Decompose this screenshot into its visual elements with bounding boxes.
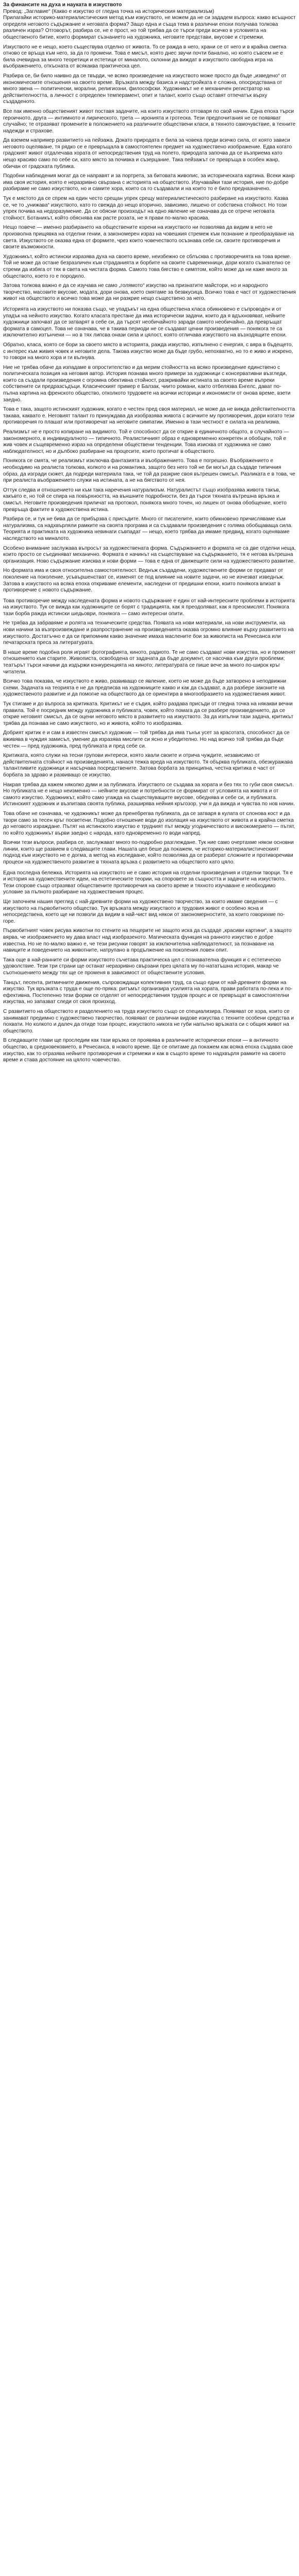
body-paragraph: Това обаче не означава, че художникът може да пренебрегва публиката, да се затваря в кулата от слонова кост и да твори само за тесен кръг посветени. Подобно отношение води до изолация на изкуството от живота и в крайна сметка до неговото израждане. Пътят на истинското изкуство е трудният път между угодничеството и високомерието — пътят, по който художникът върви заедно с народа, като едновременно го води напред. xyxy=(3,810,295,836)
document-title: За финансите на духа и науката в изкуството xyxy=(3,2,122,8)
body-paragraph: Прилагайки историко-материалистическия метод към изкуството, не можем да не си зададем въпроса: какво всъщност определя неговото съдържание и неговата форма? Защо една и съща тема в различни епохи получава толкова различен израз? Отговорът, разбира се, не е прост, но той трябва да се търси преди всичко в условията на общественото битие, които формират съзнанието на художника, неговите представи, вкусове и стремежи. xyxy=(3,15,296,40)
body-paragraph: Всички тези въпроси, разбира се, заслужават много по-подробно разглеждане. Тук ние само очертахме някои основни линии, които ще развием в следващите глави. Нашата цел беше да покажем, че историко-материалистическият подход към изкуството не е догма, а метод на изследване, който позволява да се разберат сложните и противоречиви процеси на художественото развитие в тяхната връзка с развитието на обществото като цяло. xyxy=(3,840,294,866)
body-paragraph: С развитието на обществото и разделението на труда изкуството също се специализира. Появяват се хора, които се занимават предимно с художествено творчество, появяват се различни видове изкуства с техните особени средства и похвати. Но колкото и далеч да отиде този процес, изкуството никога не губи напълно връзката си с общия живот на обществото. xyxy=(3,1008,294,1034)
body-paragraph: Затова толкова важно е да се изучава не само „голямото“ изкуство на признатите майстори, но и народното творчество, масовите вкусове, модата, дори онова, което смятаме за безвкусица. Всичко това е част от художествения живот на обществото и всичко това може да ни разкрие нещо съществено за него. xyxy=(3,283,296,302)
body-paragraph: Да вземем например развитието на пейзажа. Докато природата е била за човека преди всичко сила, от която зависи неговото оцеляване, тя рядко се е превръщала в самостоятелен предмет на художествено изображение. Едва когато градският живот отдалечава хората от непосредствения труд на полето, природата започва да се възприема като нещо красиво само по себе си, като място за почивка и съзерцание. Така пейзажът се превръща в особен жанр, обичан от градската публика. xyxy=(3,138,292,170)
body-paragraph: Разбира се, би било наивно да се твърди, че всяко произведение на изкуството може просто да бъде „изведено“ от икономическите отношения на своето време. Връзката между базиса и надстройката е сложна, опосредствана от много звена — политически, морални, религиозни, философски. Художникът не е механичен регистратор на действителността, а личност с определен темперамент, опит и талант, които също оставят отпечатък върху създаденото. xyxy=(3,73,287,105)
body-paragraph: Накрая трябва да кажем няколко думи и за публиката. Изкуството се създава за хората и без тях то губи своя смисъл. Но публиката не е нещо неизменно — нейните вкусове и потребности се формират от условията на живота и от самото изкуство. Художникът, който само угажда на съществуващите вкусове, обеднява и себе си, и публиката. Истинският художник и възпитава своята публика, разширява нейния кръгозор, учи я да вижда и чувства по нов начин. xyxy=(3,782,295,807)
body-paragraph: Така още в най-ранните си форми изкуството съчетава практическа цел с познавателна функция и с естетическо удоволствие. Тези три страни ще останат неразривно свързани през цялата му по-нататъшна история, макар че съотношението между тях ще се променя в зависимост от обществените условия. xyxy=(3,957,281,976)
body-paragraph: Всичко това показва, че изкуството е живо, развиващо се явление, което не може да бъде затворено в неподвижни схеми. Задачата на теорията е не да предписва на художниците какво и как да създават, а да разбере законите на художественото развитие и да помогне на обществото да се ориентира в многообразието на художествения живот. xyxy=(3,679,287,698)
body-paragraph: Все пак именно общественият живот поставя задачите, на които изкуството отговаря по свой начин. Една епоха търси героичното, друга — интимното и лирическото, трета — иронията и гротеска. Тези предпочитания не се появяват случайно; те отразяват промените в положението на различните обществени класи, в тяхното самочувствие, в техните надежди и страхове. xyxy=(3,108,296,134)
body-paragraph: Ние не трябва обаче да изпадаме в опростителство и да мерим стойността на всяко произведение единствено с политическата позиция на неговия автор. История познава много примери за художници с консервативни възгледи, които са създали произведения с огромна обективна стойност, разкривайки истината за своето време въпреки собствените си предразсъдъци. Класическият пример е Балзак, чиито романи, както отбелязва Енгелс, дават по-пълна картина на френското общество, отколкото трудовете на всички историци и икономисти от онова време, взети заедно. xyxy=(3,364,291,403)
document-header xyxy=(3,2,296,15)
body-paragraph: Добрият критик е и сам в известен смисъл художник — той трябва да има тънък усет за красотата, способност да се вживява в чуждия замисъл, умение да изразява мислите си ясно и убедително. Но над всичко той трябва да бъде честен — пред художника, пред публиката и пред себе си. xyxy=(3,730,290,749)
body-paragraph: Тук стигаме и до въпроса за критиката. Критикът не е съдия, който раздава присъди от гледна точка на някакви вечни правила. Той е посредник между художника и публиката, човек, който помага да се разбере произведението, да се открие неговият смисъл, да се оцени неговото място в развитието на изкуството. За да изпълни тази задача, критикът трябва да познава не само изкуството, но и живота, който то изобразява. xyxy=(3,701,294,726)
body-paragraph: Оттук следва и отношението ни към така наречения натурализъм. Натуралистът също изобразява живота такъв, какъвто е, но той се спира на повърхността, на външните подробности, без да търси тяхната вътрешна връзка и смисъл. Неговите произведения приличат на протокол, понякога много точен, но лишен от онова обобщение, което превръща фактите в художествена истина. xyxy=(3,487,287,513)
body-paragraph: Но формата има и своя относителна самостоятелност. Веднъж създадени, художествените форми се предават от поколение на поколение, усъвършенстват се, изменят се под влияние на новите задачи, но не изчезват изведнъж. Затова в изкуството на всяка епоха откриваме елементи, наследени от предишни епохи, които понякога влизат в противоречие с новото съдържание. xyxy=(3,568,285,594)
body-paragraph: Първобитният човек рисува животни по стените на пещерите не защото иска да създаде „красиви картини“, а защото вярва, че изображението му дава власт над изобразеното. Магическата функция на ранното изкуство е добре известна. Но не по-малко важно е, че тези рисунки говорят за изключителна наблюдателност, за познаване на навиците и поведението на животните, натрупано в продължение на поколения ловен опит. xyxy=(3,928,292,954)
body-paragraph: Това противоречие между наследената форма и новото съдържание е един от най-интересните проблеми в историята на изкуството. Тук се вижда как художниците се борят с традицията, как я преодоляват, как я преосмислят. Понякога тази борба ражда истински шедьоври, понякога — само интересни опити. xyxy=(3,598,295,617)
document-body xyxy=(3,15,296,1064)
body-paragraph: Една последна бележка. Историята на изкуството не е само история на отделни произведения и отделни творци. Тя е и история на художествените идеи, на естетическите теории, на споровете за същността и задачите на изкуството. Тези спорове също отразяват обществените противоречия на своето време и тяхното изучаване е необходимо условие за пълното разбиране на художествения процес. xyxy=(3,870,293,895)
body-paragraph: Изкуството не е нещо, което съществува отделно от живота. То се ражда в него, храни се от него и в крайна сметка отново се връща към него, за да го промени. Това е мисъл, която днес звучи почти банално, но която съвсем не е била очевидна за много теоретици и естетици от миналото, склонни да виждат в изкуството свободна игра на въображението, откъсната от всякаква практическа цел. xyxy=(3,44,287,70)
document-subtitle: Превод: „Заглавие“ (Какво е изкуство от гледна точка на историческия материализъм) xyxy=(3,8,214,14)
body-paragraph: Тук е мястото да се спрем на един често срещан упрек срещу материалистическото разбиране на изкуството. Казва се, че то „унижава“ изкуството, като го свежда до нещо вторично, зависимо, лишено от собствена стойност. Но този упрек почива на недоразумение. Да се обясни произходът на едно явление не означава да се отрече неговата стойност. Ботаникът, който обяснява как расте розата, не я прави по-малко красива. xyxy=(3,196,288,221)
body-paragraph: Обратно, класа, която се бори за своето място в историята, ражда изкуство, изпълнено с енергия, с вяра в бъдещето, с интерес към живия човек и неговите дела. Такова изкуство може да бъде грубо, непохватно, но то е живо и искрено, то говори на много хора и ги вълнува. xyxy=(3,342,293,361)
body-paragraph: Историята на изкуството ни показва също, че упадъкът на една обществена класа обикновено е съпроводен и от упадък на нейното изкуство. Когато класата престане да има исторически задачи, които да я вдъхновяват, нейните художници започват да се затварят в себе си, да търсят необичайното заради самото необичайно, да превръщат формата в самоцел. Това не означава, че в такива периоди не се създават ценни произведения — понякога те са изключително изтънчени — но в тях липсва онази сила и цялост, която отличава изкуството на възходящите епохи. xyxy=(3,306,287,338)
body-paragraph: Подобни наблюдения могат да се направят и за портрета, за битовата живопис, за историческата картина. Всеки жанр има своя история, която е неразривно свързана с историята на обществото. Изучавайки тази история, ние по-добре разбираме не само изкуството, но и самите хора, които са го създавали и на които то е било предназначено. xyxy=(3,173,295,192)
body-paragraph: Разбира се, и тук не бива да се прибързва с присъдите. Много от писателите, които обикновено причисляваме към натурализма, са надхвърляли рамките на своята програма и са създавали произведения с голяма обобщаваща сила. Теорията и практиката на художника невинаги съвпадат — нещо, което трябва да имаме предвид, когато оценяваме наследството на миналото. xyxy=(3,516,293,541)
body-paragraph: Критиката, която служи на тесни групови интереси, която хвали своите и отрича чуждите, независимо от действителната стойност на произведенията, нанася тежка вреда на изкуството. Тя обърква публиката, обезкуражава талантливите художници и насърчава посредствените. Затова борбата за принципна, честна критика е част от борбата за здраво и развиващо се изкуство. xyxy=(3,753,293,778)
body-paragraph: В наше време подобна роля играят фотографията, киното, радиото. Те не само създават нови изкуства, но и променят отношението към старите. Живописта, освободена от задачата да бъде документ, се насочва към други проблеми; театърът търси начини да издържи конкуренцията на киното; литературата се пише вече за много по-широк кръг читатели. xyxy=(3,649,296,675)
body-paragraph: Ще започнем нашия преглед с най-древните форми на художествено творчество, за които имаме сведения — с изкуството на първобитното общество. Тук връзката между изкуството и трудовия живот е особено ясна и непосредствена, което ще ни позволи да видим в най-чист вид някои от закономерностите, за които говорихме по-горе. xyxy=(3,899,285,924)
body-paragraph: Понякога се смята, че реализмът изключва фантазията и въображението. Това е погрешно. Въображението е необходимо на реалиста толкова, колкото и на романтика, защото без него той не би могъл да създаде типичния образ, да изгради сюжет, да подреди материала така, че той да разкрие своя вътрешен смисъл. Разликата е в това, че при реалиста въображението служи на истината, а не на бягството от нея. xyxy=(3,458,295,484)
body-paragraph: Нещо повече — именно разбирането на обществените корени на изкуството ни позволява да видим в него не произволна прищявка на отделни гении, а закономерен израз на човешкия стремеж към познание и преобразуване на света. Изкуството се оказва една от формите, чрез които човечеството осъзнава себе си, своите противоречия и своите възможности. xyxy=(3,225,294,250)
body-paragraph: Реализмът не е просто копиране на видимото. Той е способност да се открие в единичното общото, в случайното — закономерното, в индивидуалното — типичното. Реалистичният образ е едновременно конкретен и обобщен, той е жив човек и същевременно израз на определени обществени тенденции. Това изисква от художника не само наблюдателност, но и дълбоко разбиране на процесите, които протичат в обществото. xyxy=(3,429,289,454)
body-paragraph: Художникът, който истински изразява духа на своето време, неизбежно се сблъсква с противоречията на това време. Той не може да остане безразличен към страданията и борбите на своите съвременници, дори когато съзнателно се стреми да избяга от тях в света на чистата форма. Самото това бягство е симптом, който може да ни каже много за обществото, което го е породило. xyxy=(3,253,291,279)
body-paragraph: Не трябва да забравяме и ролята на техническите средства. Появата на нови материали, на нови инструменти, на нови начини за възпроизвеждане и разпространение на произведенията оказва огромно влияние върху развитието на изкуството. Достатъчно е да си припомним какво значение имаха маслените бои за живописта на Ренесанса или печатарската преса за литературата. xyxy=(3,620,294,646)
body-paragraph: Това е така, защото истинският художник, когато е честен пред своя материал, не може да не вижда действителността такава, каквато е. Неговият талант го принуждава да изобразява живота с всичките му противоречия, дори когато тези противоречия го плашат или противоречат на неговите симпатии. Именно в тази честност е силата на реализма. xyxy=(3,406,295,426)
body-paragraph: Танцът, песента, ритмичните движения, съпровождащи колективния труд, са също едни от най-древните форми на изкуство. Тук връзката с труда е още по-пряка: ритъмът организира усилията на хората, прави работата по-лека и по-ефективна. Постепенно тези форми се отделят от непосредствения трудов процес и се превръщат в самостоятелни изкуства, но запазват следи от своя произход. xyxy=(3,979,293,1005)
document-page xyxy=(0,0,299,1071)
body-paragraph: Особено внимание заслужава въпросът за художествената форма. Съдържанието и формата не са две отделни неща, които просто се съединяват механично. Формата е начинът на съществуване на съдържанието, тя е негова вътрешна организация. Ново съдържание изисква и нови форми — това е една от движещите сили на художественото развитие. xyxy=(3,545,296,564)
body-paragraph: В следващите глави ще проследим как тази връзка се проявява в различните исторически епохи — в античното общество, в средновековието, в Ренесанса, в новото време. Ще се опитаме да покажем как всяка епоха създава свое изкуство, как то отразява нейните противоречия и стремежи и как в същото време то надхвърля рамките на своето време и става достояние на цялото човечество. xyxy=(3,1038,293,1063)
